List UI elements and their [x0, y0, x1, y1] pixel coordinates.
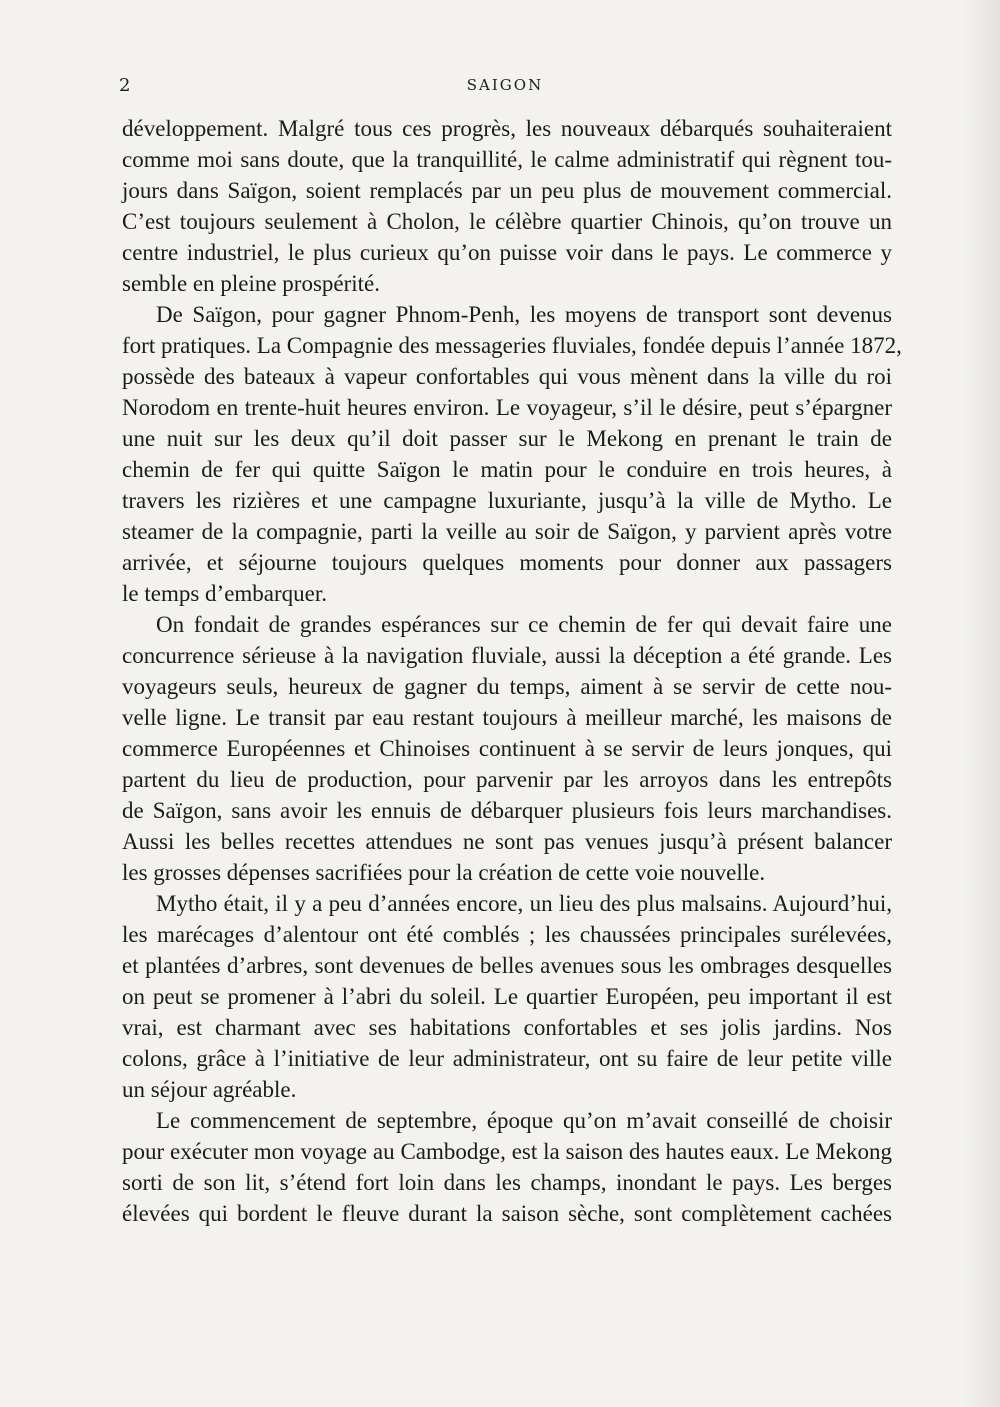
running-title: SAIGON: [466, 76, 544, 94]
text-line: développement. Malgré tous ces progrès, les nouveaux débarqués souhaiteraient: [122, 116, 892, 141]
text-line: sorti de son lit, s’étend fort loin dans les champs, inondant le pays. Les berges: [122, 1170, 892, 1195]
text-line: partent du lieu de production, pour parvenir par les arroyos dans les entrepôts: [122, 767, 892, 792]
text-line: possède des bateaux à vapeur confortables qui vous mènent dans la ville du roi: [122, 364, 892, 389]
text-line: concurrence sérieuse à la navigation fluviale, aussi la déception a été grande. Les: [122, 643, 892, 668]
text-line: vrai, est charmant avec ses habitations confortables et ses jolis jardins. Nos: [122, 1015, 892, 1040]
text-line: les marécages d’alentour ont été comblés ; les chaussées principales surélevées,: [122, 922, 892, 947]
body-text: [122, 113, 902, 1229]
text-line: C’est toujours seulement à Cholon, le célèbre quartier Chinois, qu’on trouve un: [122, 209, 892, 234]
text-line: une nuit sur les deux qu’il doit passer sur le Mekong en prenant le train de: [122, 426, 892, 451]
running-head: [119, 75, 891, 99]
page-number: 2: [119, 75, 131, 96]
text-line: jours dans Saïgon, soient remplacés par un peu plus de mouvement commercial.: [122, 178, 892, 203]
text-line: colons, grâce à l’initiative de leur administrateur, ont su faire de leur petite ville: [122, 1046, 892, 1071]
text-line: velle ligne. Le transit par eau restant toujours à meilleur marché, les maisons de: [122, 705, 892, 730]
text-line: commerce Européennes et Chinoises continuent à se servir de leurs jonques, qui: [122, 736, 892, 761]
text-line: On fondait de grandes espérances sur ce chemin de fer qui devait faire une: [156, 612, 892, 637]
text-line: Mytho était, il y a peu d’années encore, un lieu des plus malsains. Aujourd’hui,: [156, 891, 892, 916]
text-line: comme moi sans doute, que la tranquillité, le calme administratif qui règnent tou-: [122, 147, 892, 172]
text-line: steamer de la compagnie, parti la veille au soir de Saïgon, y parvient après votre: [122, 519, 892, 544]
text-line: chemin de fer qui quitte Saïgon le matin pour le conduire en trois heures, à: [122, 457, 892, 482]
text-line: arrivée, et séjourne toujours quelques moments pour donner aux passagers: [122, 550, 892, 575]
text-line: fort pratiques. La Compagnie des messageries fluviales, fondée depuis l’année 1872,: [122, 333, 902, 358]
text-line: voyageurs seuls, heureux de gagner du temps, aiment à se servir de cette nou-: [122, 674, 892, 699]
text-line: travers les rizières et une campagne luxuriante, jusqu’à la ville de Mytho. Le: [122, 488, 892, 513]
text-line: le temps d’embarquer.: [122, 581, 328, 606]
text-line: on peut se promener à l’abri du soleil. Le quartier Européen, peu important il est: [122, 984, 892, 1009]
text-line: Norodom en trente-huit heures environ. Le voyageur, s’il le désire, peut s’épargner: [122, 395, 892, 420]
text-line: un séjour agréable.: [122, 1077, 297, 1102]
text-line: pour exécuter mon voyage au Cambodge, est la saison des hautes eaux. Le Mekong: [122, 1139, 892, 1164]
text-line: et plantées d’arbres, sont devenues de belles avenues sous les ombrages desquelles: [122, 953, 892, 978]
text-line: semble en pleine prospérité.: [122, 271, 381, 296]
text-line: de Saïgon, sans avoir les ennuis de débarquer plusieurs fois leurs marchandises.: [122, 798, 892, 823]
text-line: les grosses dépenses sacrifiées pour la création de cette voie nouvelle.: [122, 860, 766, 885]
text-line: élevées qui bordent le fleuve durant la saison sèche, sont complètement cachées: [122, 1201, 892, 1226]
text-line: centre industriel, le plus curieux qu’on puisse voir dans le pays. Le commerce y: [122, 240, 892, 265]
text-line: Le commencement de septembre, époque qu’on m’avait conseillé de choisir: [156, 1108, 892, 1133]
text-line: De Saïgon, pour gagner Phnom-Penh, les moyens de transport sont devenus: [156, 302, 892, 327]
text-line: Aussi les belles recettes attendues ne sont pas venues jusqu’à présent balancer: [122, 829, 892, 854]
